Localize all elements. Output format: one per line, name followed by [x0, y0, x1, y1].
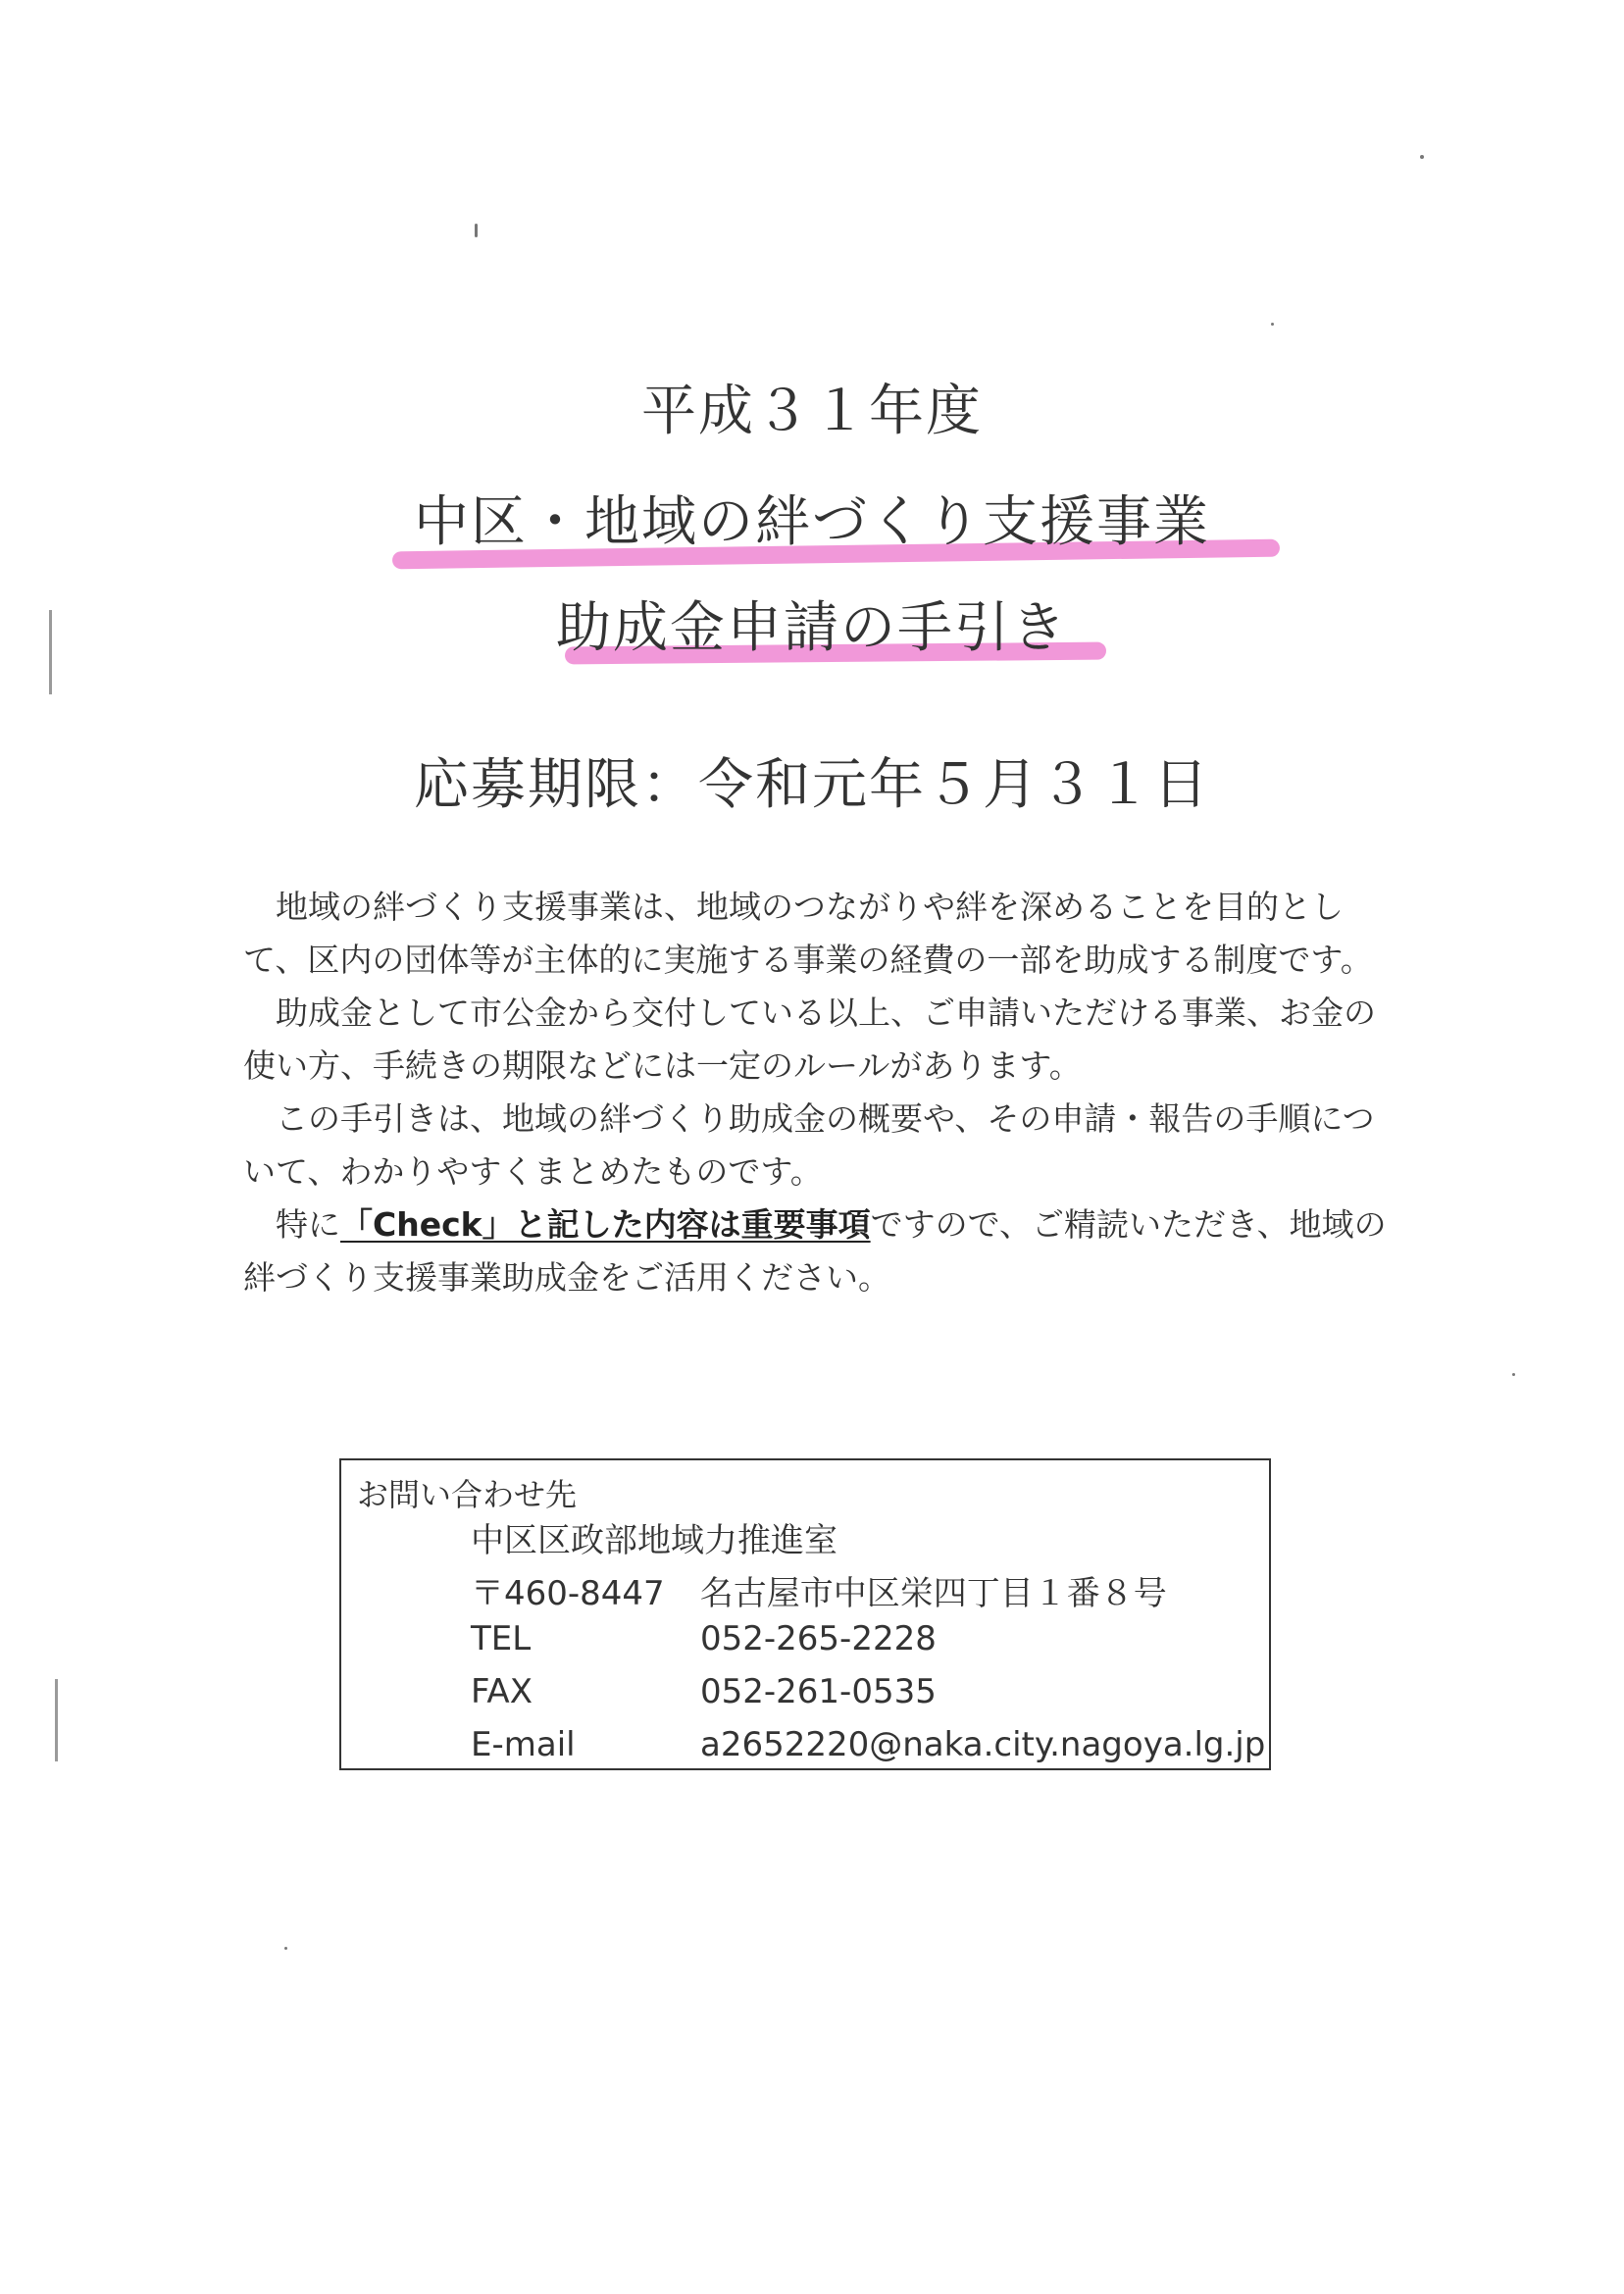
intro-paragraph-4 [243, 1198, 1391, 1304]
contact-heading: お問い合わせ先 [357, 1476, 578, 1513]
check-emphasis-phrase: 「Check」と記した内容は重要事項 [340, 1205, 871, 1244]
application-deadline: 応募期限：令和元年５月３１日 [414, 753, 1210, 817]
fax-label: FAX [471, 1672, 533, 1711]
email-label: E-mail [471, 1725, 576, 1764]
contact-info-box [339, 1458, 1271, 1770]
scan-binder-mark [55, 1679, 58, 1761]
fax-number: 052-261-0535 [700, 1672, 937, 1711]
fiscal-year-heading: 平成３１年度 [641, 380, 983, 443]
scan-speck [1420, 155, 1424, 159]
contact-postal-address [471, 1566, 1167, 1614]
scan-speck [284, 1947, 287, 1950]
email-address: a2652220@naka.city.nagoya.lg.jp [700, 1725, 1266, 1764]
introduction-text [243, 881, 1391, 1304]
paragraph-4-suffix: ですので、ご精読いただき、地域の絆づくり支援事業助成金をご活用ください。 [243, 1205, 1387, 1297]
scan-speck [475, 224, 478, 237]
intro-paragraph-2: 助成金として市公金から交付している以上、ご申請いただける事業、お金の使い方、手続きの期限などには一定のルールがあります。 [243, 994, 1376, 1085]
document-title: 中区・地域の絆づくり支援事業 [414, 490, 1210, 554]
postal-code: 〒460-8447 [471, 1574, 665, 1613]
contact-office: 中区区政部地域力推進室 [471, 1521, 837, 1560]
scan-speck [1271, 323, 1274, 326]
street-address: 名古屋市中区栄四丁目１番８号 [699, 1574, 1167, 1613]
paragraph-4-prefix: 特に [276, 1205, 340, 1244]
intro-paragraph-1: 地域の絆づくり支援事業は、地域のつながりや絆を深めることを目的として、区内の団体等が主体的に実施する事業の経費の一部を助成する制度です。 [243, 888, 1373, 979]
intro-paragraph-3: この手引きは、地域の絆づくり助成金の概要や、その申請・報告の手順について、わかりやすくまとめたものです。 [243, 1099, 1375, 1191]
tel-label: TEL [471, 1619, 532, 1658]
tel-number: 052-265-2228 [700, 1619, 937, 1658]
document-subtitle: 助成金申請の手引き [556, 596, 1068, 660]
scan-speck [1512, 1373, 1515, 1376]
